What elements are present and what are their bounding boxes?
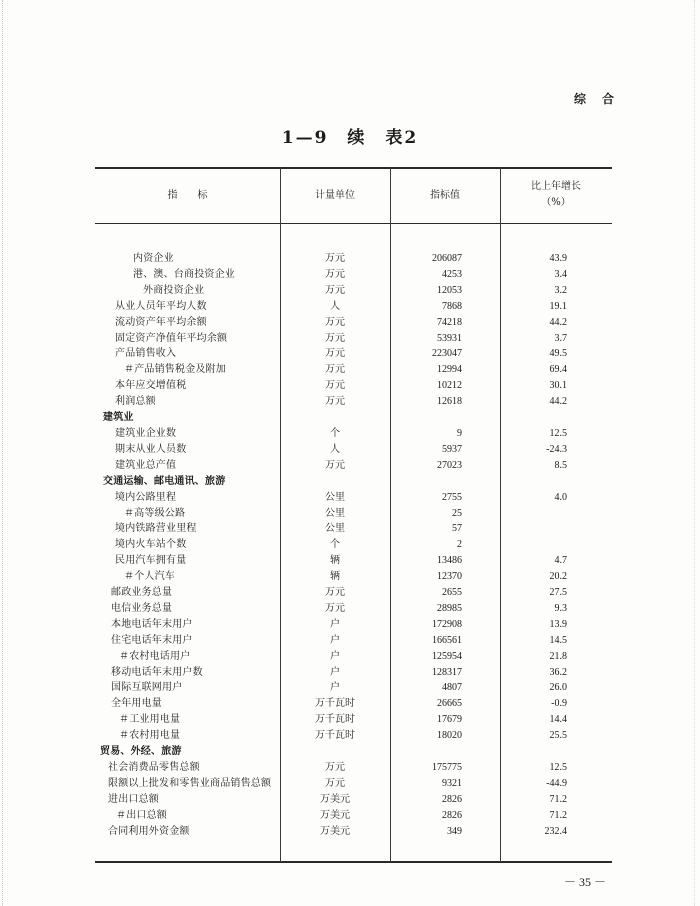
unit-cell: 户 bbox=[330, 650, 340, 662]
growth-cell: 20.2 bbox=[549, 571, 567, 583]
table-row bbox=[0, 728, 700, 744]
table-row bbox=[0, 506, 700, 522]
indicator-name: 期末从业人员数 bbox=[115, 443, 187, 455]
indicator-name: 外商投资企业 bbox=[143, 284, 205, 296]
unit-cell: 万元 bbox=[325, 762, 345, 773]
indicator-name: 社会消费品零售总额 bbox=[108, 762, 200, 773]
unit-cell: 万元 bbox=[325, 284, 345, 296]
growth-cell: 3.7 bbox=[554, 332, 567, 344]
growth-cell: -44.9 bbox=[546, 777, 567, 789]
growth-cell: 43.9 bbox=[549, 253, 567, 264]
growth-cell: 71.2 bbox=[549, 809, 567, 821]
value-cell: 349 bbox=[447, 825, 462, 837]
indicator-name: 民用汽车拥有量 bbox=[115, 555, 187, 567]
growth-cell: 69.4 bbox=[549, 364, 567, 376]
value-cell: 4807 bbox=[442, 682, 462, 694]
header-indicator: 指 标 bbox=[167, 190, 208, 201]
indicator-name: 利润总额 bbox=[115, 396, 156, 408]
value-cell: 2826 bbox=[442, 793, 462, 805]
unit-cell: 万元 bbox=[325, 253, 345, 264]
unit-cell: 公里 bbox=[325, 523, 345, 535]
indicator-name: 电信业务总量 bbox=[111, 602, 173, 614]
category-row bbox=[0, 410, 700, 426]
unit-cell: 公里 bbox=[325, 491, 345, 503]
page-number: － 35 － bbox=[564, 875, 607, 889]
growth-cell: 9.3 bbox=[554, 602, 567, 614]
table-row bbox=[0, 808, 700, 824]
unit-cell: 人 bbox=[330, 300, 340, 312]
category-row bbox=[0, 474, 700, 490]
indicator-name: ＃个人汽车 bbox=[124, 571, 175, 583]
table-row bbox=[0, 824, 700, 840]
indicator-name: 境内火车站个数 bbox=[115, 539, 187, 551]
growth-cell: 3.2 bbox=[554, 284, 567, 296]
value-cell: 7868 bbox=[442, 300, 462, 312]
growth-cell: 13.9 bbox=[549, 618, 567, 630]
unit-cell: 个 bbox=[330, 427, 340, 439]
value-cell: 57 bbox=[452, 523, 462, 535]
table-row bbox=[0, 394, 700, 410]
table-row bbox=[0, 442, 700, 458]
unit-cell: 万元 bbox=[325, 348, 345, 360]
value-cell: 125954 bbox=[432, 650, 462, 662]
indicator-name: 本年应交增值税 bbox=[115, 380, 187, 392]
growth-cell: 12.5 bbox=[549, 427, 567, 439]
table-row bbox=[0, 458, 700, 474]
table-bottom-rule bbox=[95, 861, 612, 863]
growth-cell: 21.8 bbox=[549, 650, 567, 662]
growth-cell: 4.7 bbox=[554, 555, 567, 567]
unit-cell: 万元 bbox=[325, 587, 345, 599]
indicator-name: 港、澳、台商投资企业 bbox=[133, 268, 235, 280]
table-row bbox=[0, 680, 700, 696]
indicator-name: 进出口总额 bbox=[108, 793, 159, 805]
indicator-name: 从业人员年平均人数 bbox=[115, 300, 207, 312]
indicator-name: 国际互联网用户 bbox=[111, 682, 183, 694]
growth-cell: -0.9 bbox=[551, 698, 567, 710]
value-cell: 172908 bbox=[432, 618, 462, 630]
value-cell: 4253 bbox=[442, 268, 462, 280]
indicator-name: 固定资产净值年平均余额 bbox=[115, 332, 228, 344]
table-row bbox=[0, 585, 700, 601]
indicator-name: 建筑业企业数 bbox=[115, 427, 177, 439]
value-cell: 10212 bbox=[437, 380, 462, 392]
table-row bbox=[0, 331, 700, 347]
table-row bbox=[0, 426, 700, 442]
table-row bbox=[0, 267, 700, 283]
value-cell: 12053 bbox=[437, 284, 462, 296]
value-cell: 28985 bbox=[437, 602, 462, 614]
table-row bbox=[0, 362, 700, 378]
growth-cell: 19.1 bbox=[549, 300, 567, 312]
table-row bbox=[0, 346, 700, 362]
value-cell: 74218 bbox=[437, 316, 462, 328]
value-cell: 128317 bbox=[432, 666, 462, 678]
table-row bbox=[0, 283, 700, 299]
value-cell: 18020 bbox=[437, 730, 462, 742]
indicator-name: ＃出口总额 bbox=[116, 809, 167, 821]
unit-cell: 人 bbox=[330, 443, 340, 455]
growth-cell: 30.1 bbox=[549, 380, 567, 392]
unit-cell: 万元 bbox=[325, 459, 345, 471]
indicator-name: 境内铁路营业里程 bbox=[115, 523, 197, 535]
indicator-name: 全年用电量 bbox=[111, 698, 162, 710]
value-cell: 12370 bbox=[437, 571, 462, 583]
table-title: 1—9 续 表2 bbox=[281, 128, 419, 148]
unit-cell: 万千瓦时 bbox=[315, 730, 355, 742]
value-cell: 9321 bbox=[442, 777, 462, 789]
value-cell: 53931 bbox=[437, 332, 462, 344]
growth-cell: 44.2 bbox=[549, 316, 567, 328]
unit-cell: 万美元 bbox=[320, 809, 350, 821]
unit-cell: 辆 bbox=[330, 571, 340, 583]
unit-cell: 万美元 bbox=[320, 793, 350, 805]
category-row bbox=[0, 744, 700, 760]
table-row bbox=[0, 649, 700, 665]
growth-cell: 27.5 bbox=[549, 587, 567, 599]
value-cell: 175775 bbox=[432, 762, 462, 773]
unit-cell: 户 bbox=[330, 634, 340, 646]
indicator-name: ＃高等级公路 bbox=[124, 507, 186, 519]
table-row bbox=[0, 665, 700, 681]
table-row bbox=[0, 553, 700, 569]
indicator-name: 限额以上批发和零售业商品销售总额 bbox=[108, 777, 272, 789]
growth-cell: 3.4 bbox=[554, 268, 567, 280]
indicator-name: ＃产品销售税金及附加 bbox=[124, 364, 226, 376]
unit-cell: 万元 bbox=[325, 268, 345, 280]
unit-cell: 万元 bbox=[325, 380, 345, 392]
unit-cell: 户 bbox=[330, 666, 340, 678]
indicator-name: 合同利用外资金额 bbox=[108, 825, 190, 837]
value-cell: 2655 bbox=[442, 587, 462, 599]
growth-cell: 14.5 bbox=[549, 634, 567, 646]
table-row bbox=[0, 696, 700, 712]
value-cell: 26665 bbox=[437, 698, 462, 710]
value-cell: 12618 bbox=[437, 396, 462, 408]
growth-cell: -24.3 bbox=[546, 443, 567, 455]
unit-cell: 公里 bbox=[325, 507, 345, 519]
table-row bbox=[0, 251, 700, 267]
growth-cell: 71.2 bbox=[549, 793, 567, 805]
table-row bbox=[0, 537, 700, 553]
value-cell: 223047 bbox=[432, 348, 462, 360]
growth-cell: 8.5 bbox=[554, 459, 567, 471]
indicator-name: 境内公路里程 bbox=[115, 491, 177, 503]
table-row bbox=[0, 792, 700, 808]
growth-cell: 25.5 bbox=[549, 730, 567, 742]
section-label: 综 合 bbox=[574, 92, 617, 106]
value-cell: 12994 bbox=[437, 364, 462, 376]
value-cell: 206087 bbox=[432, 253, 462, 264]
unit-cell: 户 bbox=[330, 618, 340, 630]
header-value: 指标值 bbox=[430, 190, 460, 201]
value-cell: 13486 bbox=[437, 555, 462, 567]
unit-cell: 个 bbox=[330, 539, 340, 551]
value-cell: 2 bbox=[457, 539, 462, 551]
growth-cell: 12.5 bbox=[549, 762, 567, 773]
table-body bbox=[0, 251, 700, 840]
table-row bbox=[0, 378, 700, 394]
value-cell: 17679 bbox=[437, 714, 462, 726]
growth-cell: 36.2 bbox=[549, 666, 567, 678]
table-row bbox=[0, 315, 700, 331]
table-row bbox=[0, 299, 700, 315]
table-row bbox=[0, 633, 700, 649]
indicator-name: 流动资产年平均余额 bbox=[115, 316, 207, 328]
indicator-name: 住宅电话年末用户 bbox=[111, 634, 193, 646]
growth-cell: 26.0 bbox=[549, 682, 567, 694]
table-row bbox=[0, 776, 700, 792]
table-row bbox=[0, 490, 700, 506]
indicator-name: 内资企业 bbox=[133, 253, 174, 264]
indicator-name: 建筑业总产值 bbox=[115, 459, 177, 471]
category-name: 建筑业 bbox=[103, 412, 134, 424]
value-cell: 5937 bbox=[442, 443, 462, 455]
header-growth-unit: （%） bbox=[541, 197, 571, 208]
table-row bbox=[0, 521, 700, 537]
indicator-name: ＃工业用电量 bbox=[119, 714, 181, 726]
unit-cell: 万美元 bbox=[320, 825, 350, 837]
unit-cell: 万元 bbox=[325, 396, 345, 408]
growth-cell: 232.4 bbox=[544, 825, 567, 837]
header-unit: 计量单位 bbox=[315, 190, 355, 201]
value-cell: 9 bbox=[457, 427, 462, 439]
table-row bbox=[0, 569, 700, 585]
value-cell: 25 bbox=[452, 507, 462, 519]
unit-cell: 万元 bbox=[325, 364, 345, 376]
unit-cell: 户 bbox=[330, 682, 340, 694]
unit-cell: 万千瓦时 bbox=[315, 698, 355, 710]
growth-cell: 49.5 bbox=[549, 348, 567, 360]
unit-cell: 万元 bbox=[325, 602, 345, 614]
indicator-name: 本地电话年末用户 bbox=[111, 618, 193, 630]
unit-cell: 万千瓦时 bbox=[315, 714, 355, 726]
table-top-rule bbox=[95, 167, 612, 169]
header-growth: 比上年增长 bbox=[531, 181, 581, 192]
unit-cell: 万元 bbox=[325, 777, 345, 789]
value-cell: 2826 bbox=[442, 809, 462, 821]
value-cell: 166561 bbox=[432, 634, 462, 646]
value-cell: 27023 bbox=[437, 459, 462, 471]
table-row bbox=[0, 617, 700, 633]
unit-cell: 万元 bbox=[325, 332, 345, 344]
header-rule bbox=[95, 223, 612, 224]
growth-cell: 44.2 bbox=[549, 396, 567, 408]
growth-cell: 4.0 bbox=[554, 491, 567, 503]
value-cell: 2755 bbox=[442, 491, 462, 503]
unit-cell: 万元 bbox=[325, 316, 345, 328]
indicator-name: 邮政业务总量 bbox=[111, 587, 173, 599]
indicator-name: 产品销售收入 bbox=[115, 348, 177, 360]
table-row bbox=[0, 712, 700, 728]
growth-cell: 14.4 bbox=[549, 714, 567, 726]
category-name: 交通运输、邮电通讯、旅游 bbox=[103, 475, 226, 487]
indicator-name: 移动电话年末用户数 bbox=[111, 666, 203, 678]
category-name: 贸易、外经、旅游 bbox=[100, 746, 182, 758]
table-row bbox=[0, 601, 700, 617]
unit-cell: 辆 bbox=[330, 555, 340, 567]
table-row bbox=[0, 760, 700, 776]
indicator-name: ＃农村电话用户 bbox=[119, 650, 191, 662]
indicator-name: ＃农村用电量 bbox=[119, 730, 181, 742]
